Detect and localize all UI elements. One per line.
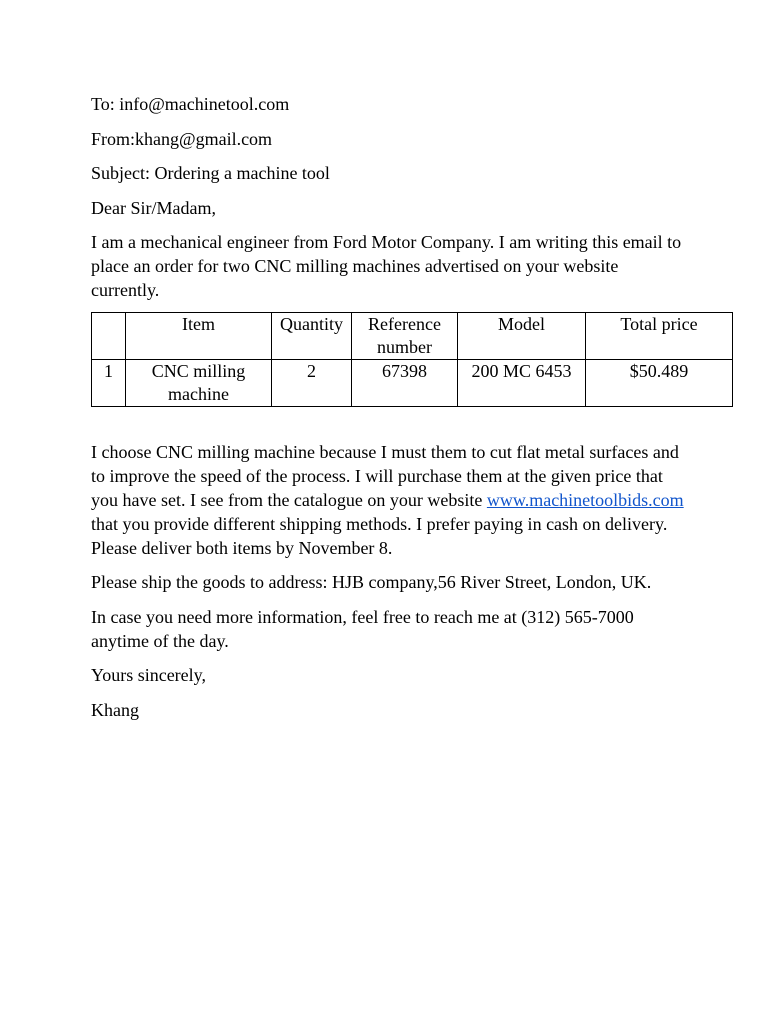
closing-line: Yours sincerely,	[91, 665, 206, 685]
body-text-part2: that you provide different shipping methods. I prefer paying in cash on delivery. Please deliver both items by November 8.	[91, 513, 668, 558]
to-line: To: info@machinetool.com	[91, 94, 290, 114]
cell-reference: 67398	[352, 359, 458, 406]
greeting: Dear Sir/Madam,	[91, 197, 216, 218]
cell-index: 1	[92, 359, 126, 406]
website-link[interactable]: www.machinetoolbids.com	[486, 489, 684, 510]
cell-model: 200 MC 6453	[458, 359, 586, 406]
header-cell-total-price: Total price	[586, 312, 733, 359]
cell-quantity: 2	[272, 359, 352, 406]
email-document	[91, 92, 732, 732]
contact-paragraph: In case you need more information, feel free to reach me at (312) 565-7000 anytime of the day.	[91, 606, 634, 651]
header-cell-model: Model	[458, 312, 586, 359]
cell-total-price: $50.489	[586, 359, 733, 406]
body-text-part1: I choose CNC milling machine because I must them to cut flat metal surfaces and to improve the speed of the process. I will purchase them at the given price that you have set. I see from the catalogue on your website	[91, 441, 679, 510]
table-row	[92, 359, 733, 406]
header-cell-quantity: Quantity	[272, 312, 352, 359]
header-cell-index	[92, 312, 126, 359]
intro-paragraph: I am a mechanical engineer from Ford Motor Company. I am writing this email to place an order for two CNC milling machines advertised on your website currently.	[91, 232, 682, 300]
subject-line: Subject: Ordering a machine tool	[91, 163, 330, 183]
table-header-row	[92, 312, 733, 359]
order-table	[91, 312, 733, 407]
header-cell-item: Item	[126, 312, 272, 359]
shipping-paragraph: Please ship the goods to address: HJB company,56 River Street, London, UK.	[91, 572, 652, 592]
header-cell-reference: Reference number	[352, 312, 458, 359]
body-paragraph	[91, 440, 691, 560]
cell-item: CNC milling machine	[126, 359, 272, 406]
from-line: From:khang@gmail.com	[91, 128, 273, 149]
signature: Khang	[91, 699, 139, 720]
